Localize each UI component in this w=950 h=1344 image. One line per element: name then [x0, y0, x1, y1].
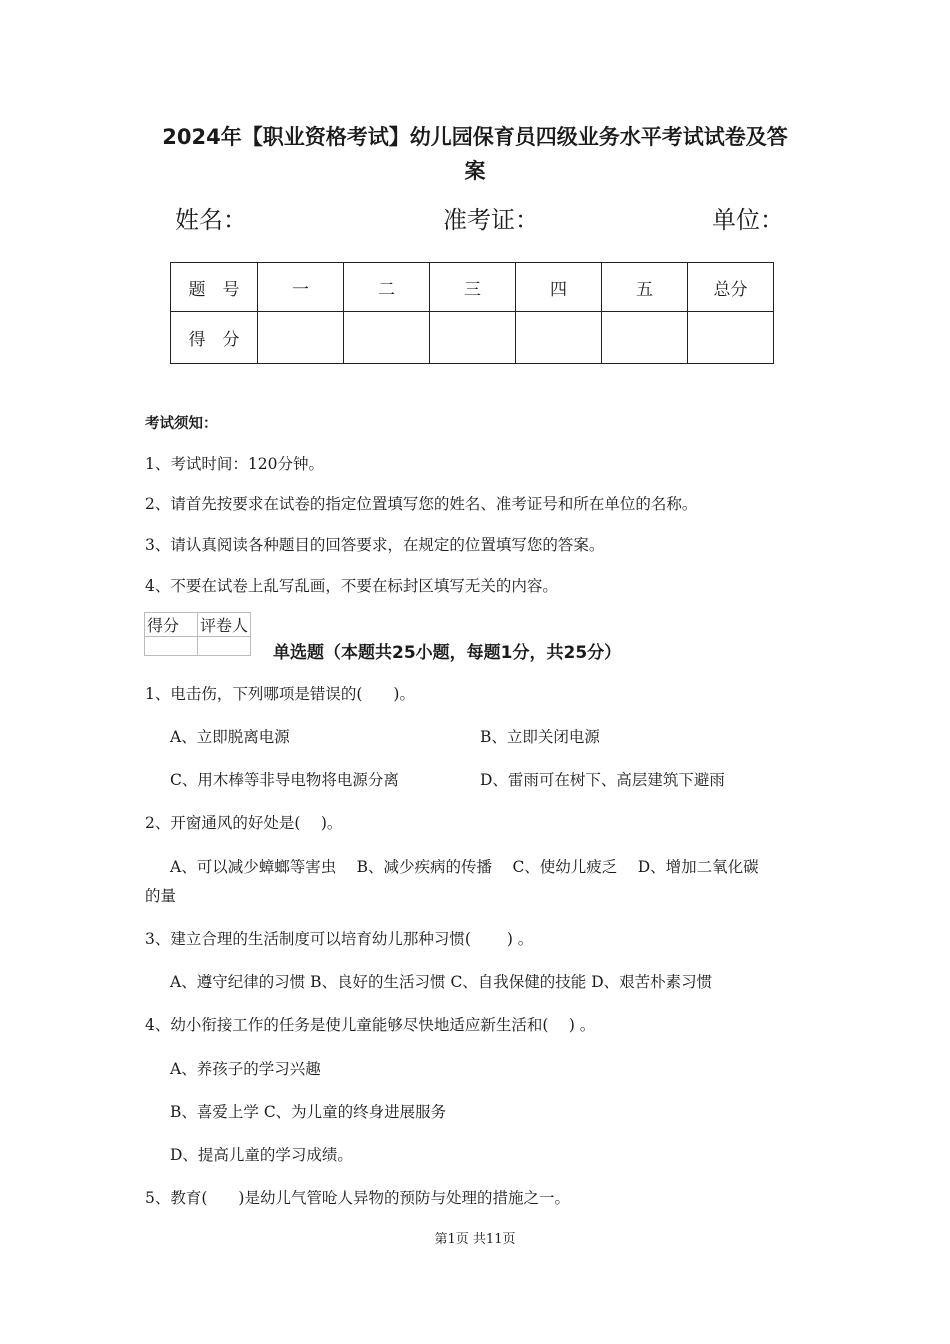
grader-score-label: 得分 — [145, 613, 198, 637]
title-line-1: 2024年【职业资格考试】幼儿园保育员四级业务水平考试试卷及答 — [162, 125, 788, 149]
score-table-header-cell: 一 — [258, 263, 344, 312]
page-footer: 第1页 共11页 — [434, 1232, 516, 1247]
question-5: 5、教育( )是幼儿气管呛人异物的预防与处理的措施之一。 — [145, 1189, 570, 1207]
question-4-option-d: D、提高儿童的学习成绩。 — [170, 1146, 353, 1164]
question-3: 3、建立合理的生活制度可以培育幼儿那种习惯( ) 。 — [145, 930, 534, 948]
question-4-option-bc: B、喜爱上学 C、为儿童的终身进展服务 — [170, 1103, 447, 1121]
question-4: 4、幼小衔接工作的任务是使儿童能够尽快地适应新生活和( ) 。 — [145, 1016, 596, 1034]
notice-item: 3、请认真阅读各种题目的回答要求，在规定的位置填写您的答案。 — [145, 536, 605, 554]
score-table-header-cell: 五 — [602, 263, 688, 312]
question-1-option-c: C、用木棒等非导电物将电源分离 — [170, 771, 399, 789]
score-cell[interactable] — [688, 312, 774, 364]
name-label: 姓名： — [175, 206, 247, 234]
question-4-option-a: A、养孩子的学习兴趣 — [170, 1060, 321, 1078]
score-table-header-cell: 三 — [430, 263, 516, 312]
question-1-option-a: A、立即脱离电源 — [170, 728, 290, 746]
question-2: 2、开窗通风的好处是( )。 — [145, 814, 343, 832]
score-cell[interactable] — [516, 312, 602, 364]
score-cell[interactable] — [258, 312, 344, 364]
grader-reviewer-label: 评卷人 — [198, 613, 251, 637]
question-3-options: A、遵守纪律的习惯 B、良好的生活习惯 C、自我保健的技能 D、艰苦朴素习惯 — [170, 973, 713, 991]
score-table-header-cell: 总分 — [688, 263, 774, 312]
question-1-option-d: D、雷雨可在树下、高层建筑下避雨 — [480, 771, 725, 789]
score-table-header-cell: 四 — [516, 263, 602, 312]
question-1-option-b: B、立即关闭电源 — [480, 728, 600, 746]
title-line-2: 案 — [464, 159, 486, 183]
page-title — [120, 120, 830, 188]
score-cell[interactable] — [430, 312, 516, 364]
score-cell[interactable] — [602, 312, 688, 364]
notice-heading: 考试须知： — [145, 416, 218, 432]
score-table-score-row — [171, 312, 774, 364]
score-table-header-cell: 题 号 — [171, 263, 258, 312]
section-heading: 单选题（本题共25小题，每题1分，共25分） — [273, 643, 622, 663]
exam-id-label: 准考证： — [443, 206, 539, 234]
question-2-options: A、可以减少蟑螂等害虫 B、减少疾病的传播 C、使幼儿疲乏 D、增加二氧化碳 — [170, 858, 759, 876]
score-cell[interactable] — [344, 312, 430, 364]
notice-item: 4、不要在试卷上乱写乱画，不要在标封区填写无关的内容。 — [145, 577, 558, 595]
grader-score-cell[interactable] — [145, 637, 198, 656]
notice-item: 2、请首先按要求在试卷的指定位置填写您的姓名、准考证号和所在单位的名称。 — [145, 495, 698, 513]
score-table-header-row — [171, 263, 774, 312]
score-table — [170, 262, 774, 364]
unit-label: 单位： — [712, 206, 784, 234]
notice-item: 1、考试时间：120分钟。 — [145, 455, 324, 473]
candidate-fields — [0, 200, 950, 240]
score-table-header-cell: 二 — [344, 263, 430, 312]
question-1: 1、电击伤，下列哪项是错误的( )。 — [145, 685, 415, 703]
grader-box — [144, 612, 251, 656]
score-row-label: 得 分 — [171, 312, 258, 364]
grader-reviewer-cell[interactable] — [198, 637, 251, 656]
question-2-options-continued: 的量 — [145, 887, 177, 905]
